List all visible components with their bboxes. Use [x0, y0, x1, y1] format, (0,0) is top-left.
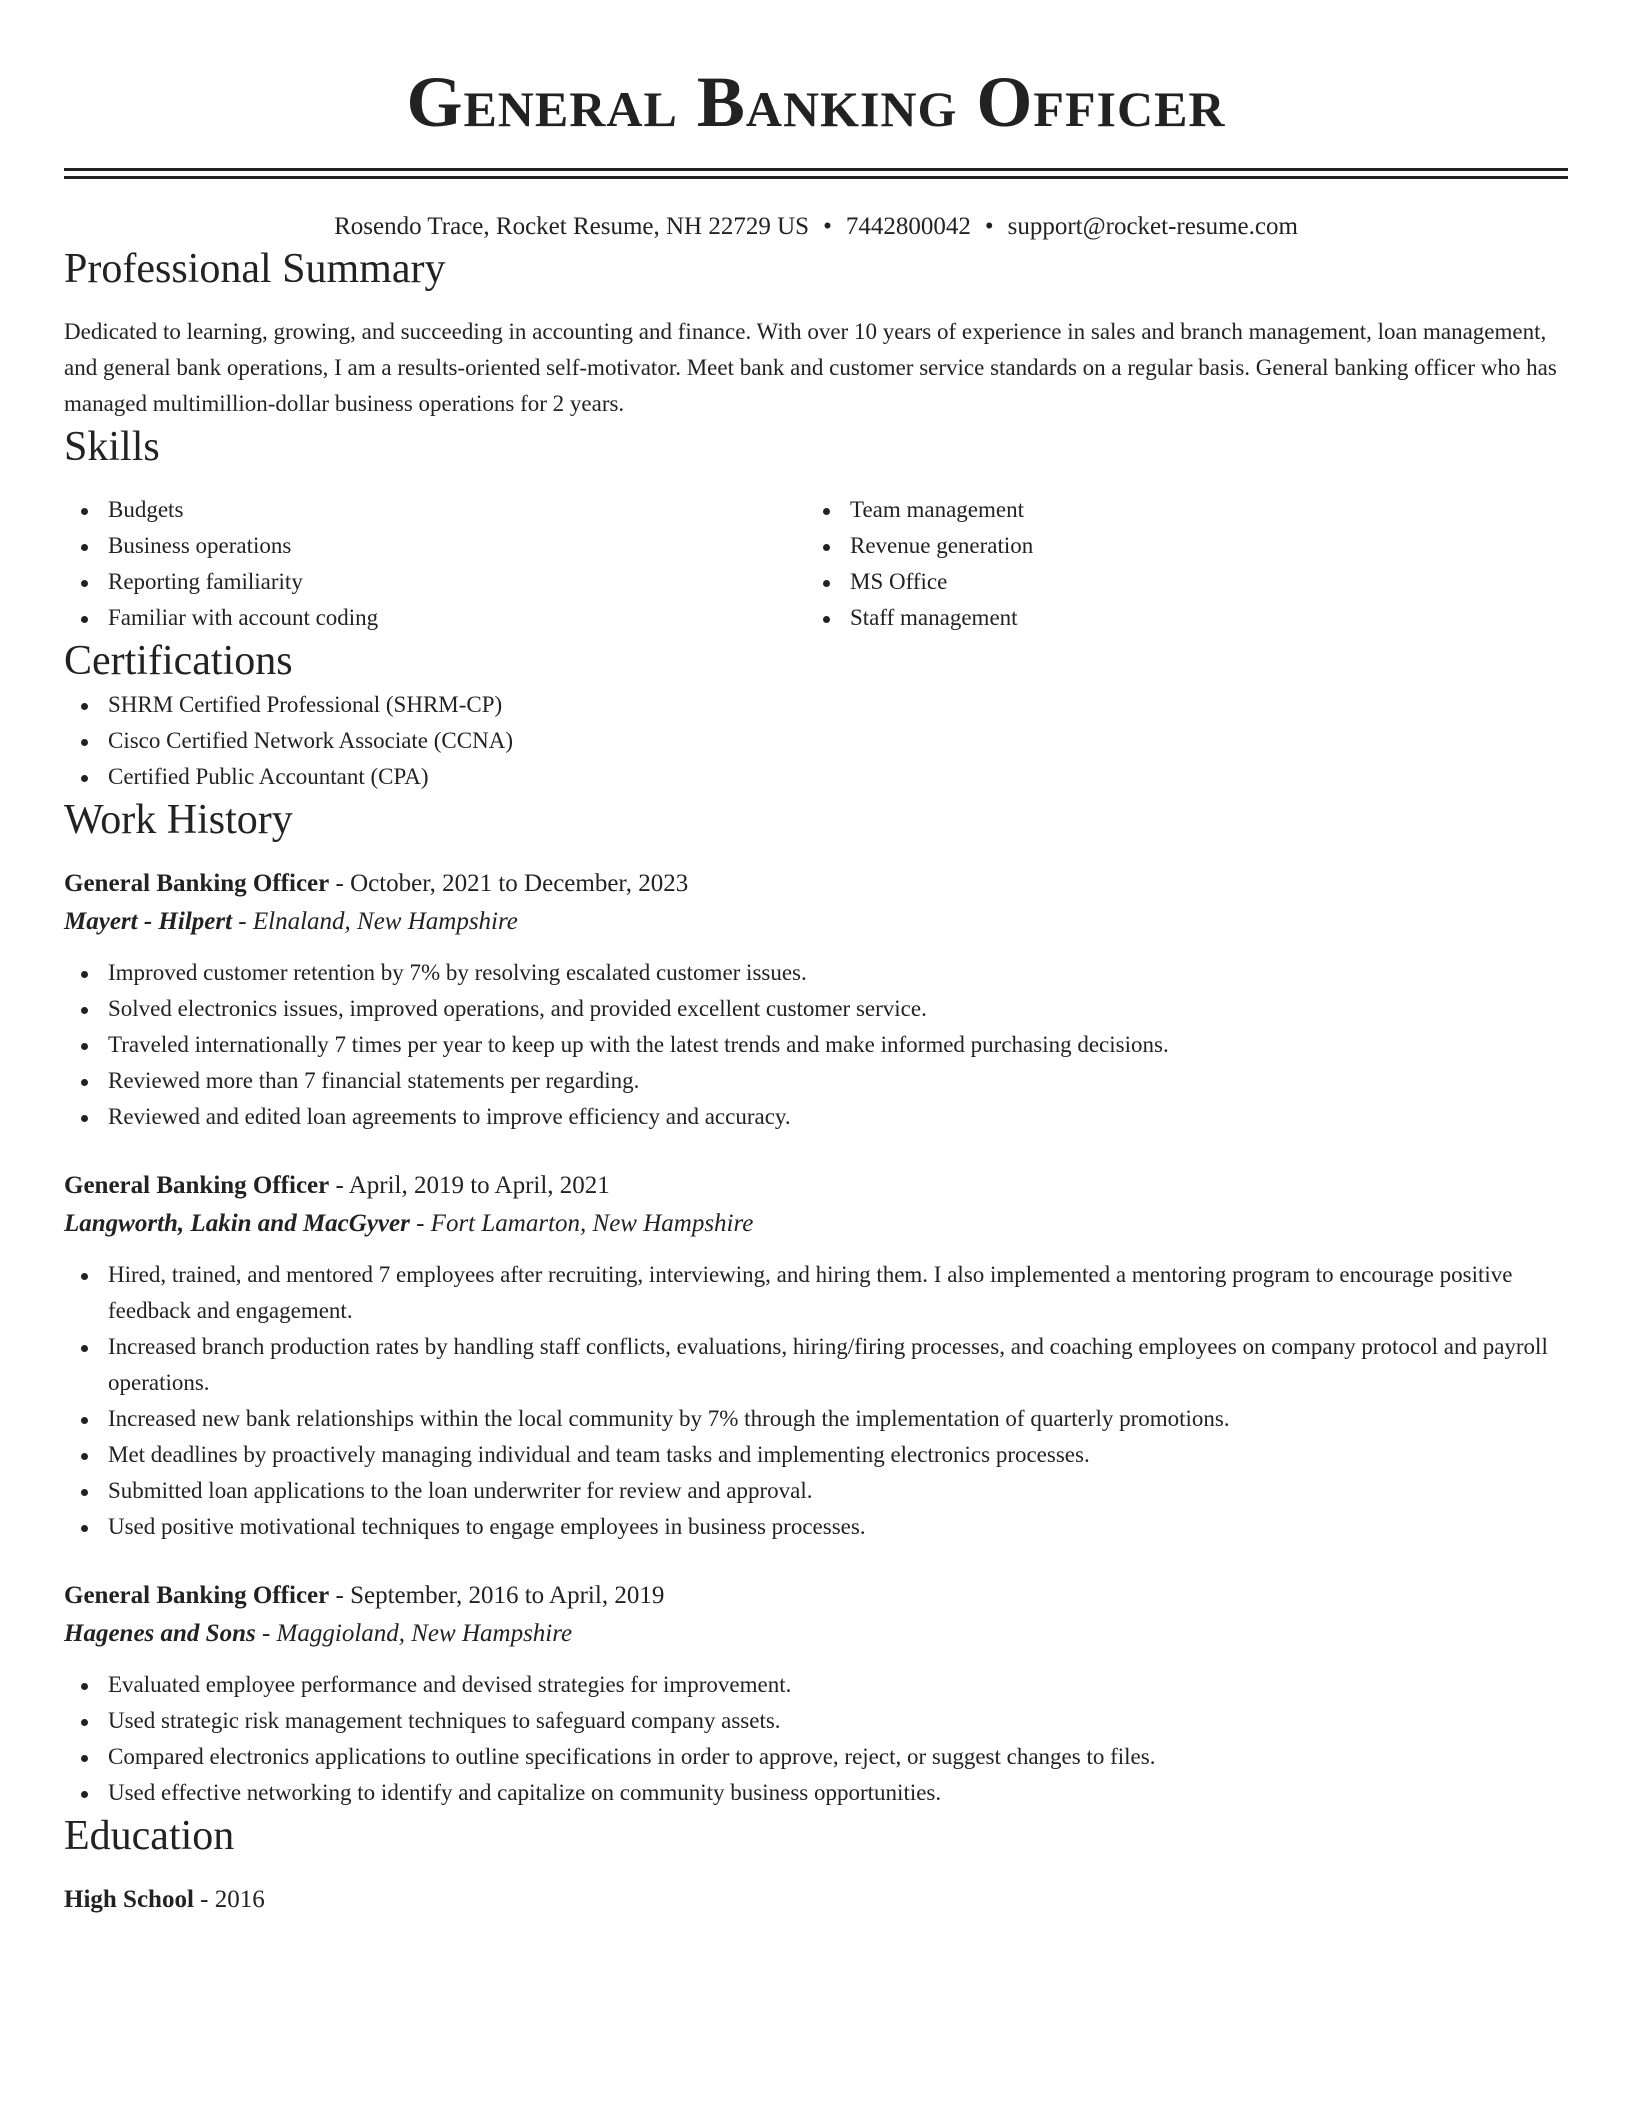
resume-title: General Banking Officer [406, 62, 1226, 142]
certifications-heading: Certifications [64, 638, 293, 685]
job-role: General Banking Officer [64, 870, 330, 898]
job-header [64, 1167, 1568, 1205]
summary-text: Dedicated to learning, growing, and succeeding in accounting and finance. With over 10 years of experience in sales and branch management, loan management, and general bank operations, I am a results-oriented self-motivator. Meet bank and customer service standards on a regular basis. General banking officer who has managed multimillion-dollar business operations for 2 years. [64, 318, 1557, 416]
skill-item: MS Office [806, 564, 1548, 600]
job-bullet: Increased new bank relationships within the local community by 7% through the implementation of quarterly promotions. [64, 1401, 1568, 1437]
job-dates: - April, 2019 to April, 2021 [329, 1172, 610, 1200]
certification-item: Cisco Certified Network Associate (CCNA) [64, 723, 1568, 759]
work-history-heading: Work History [64, 796, 293, 843]
job-bullet: Improved customer retention by 7% by resolving escalated customer issues. [64, 955, 1568, 991]
job-bullet: Used strategic risk management techniques to safeguard company assets. [64, 1703, 1568, 1739]
job-bullets [64, 955, 1568, 1135]
job-entry [64, 1577, 1568, 1811]
contact-separator: • [984, 213, 994, 240]
job-bullet: Reviewed and edited loan agreements to improve efficiency and accuracy. [64, 1099, 1568, 1135]
title-divider [64, 168, 1568, 179]
job-entry [64, 865, 1568, 1135]
contact-address: Rosendo Trace, Rocket Resume, NH 22729 US [334, 213, 810, 240]
contact-email: support@rocket-resume.com [1007, 213, 1298, 240]
job-employer [64, 1205, 1568, 1243]
education-heading: Education [64, 1813, 235, 1860]
education-year: - 2016 [193, 1886, 265, 1914]
job-bullet: Reviewed more than 7 financial statements per regarding. [64, 1063, 1568, 1099]
job-location: - Elnaland, New Hampshire [232, 908, 518, 936]
job-company: Hagenes and Sons [64, 1620, 256, 1648]
job-employer [64, 903, 1568, 941]
job-bullet: Increased branch production rates by handling staff conflicts, evaluations, hiring/firing processes, and coaching employees on company protocol and payroll operations. [64, 1329, 1568, 1401]
job-bullet: Submitted loan applications to the loan underwriter for review and approval. [64, 1473, 1568, 1509]
skill-item: Team management [806, 492, 1548, 528]
skill-item: Reporting familiarity [64, 564, 806, 600]
job-bullet: Used effective networking to identify and capitalize on community business opportunities. [64, 1775, 1568, 1811]
job-entry [64, 1167, 1568, 1545]
job-company: Langworth, Lakin and MacGyver [64, 1210, 410, 1238]
skill-item: Staff management [806, 600, 1548, 636]
contact-phone: 7442800042 [845, 213, 971, 240]
job-header [64, 865, 1568, 903]
contact-line [64, 211, 1568, 244]
skills-heading: Skills [64, 423, 160, 470]
skill-item: Familiar with account coding [64, 600, 806, 636]
job-role: General Banking Officer [64, 1582, 330, 1610]
job-location: - Fort Lamarton, New Hampshire [409, 1210, 754, 1238]
job-bullet: Hired, trained, and mentored 7 employees after recruiting, interviewing, and hiring them. I also implemented a mentoring program to encourage positive feedback and engagement. [64, 1257, 1568, 1329]
job-bullet: Compared electronics applications to outline specifications in order to approve, reject, or suggest changes to files. [64, 1739, 1568, 1775]
job-company: Mayert - Hilpert [64, 908, 233, 936]
job-bullets [64, 1257, 1568, 1545]
contact-separator: • [823, 213, 832, 240]
certification-item: Certified Public Accountant (CPA) [64, 759, 1568, 795]
summary-heading: Professional Summary [64, 245, 446, 292]
resume-page [64, 0, 1568, 1919]
education-entry [64, 1881, 1568, 1919]
job-bullet: Traveled internationally 7 times per year to keep up with the latest trends and make informed purchasing decisions. [64, 1027, 1568, 1063]
education-school: High School [64, 1886, 194, 1914]
job-bullet: Used positive motivational techniques to engage employees in business processes. [64, 1509, 1568, 1545]
certifications-list [64, 687, 1568, 795]
job-bullet: Evaluated employee performance and devised strategies for improvement. [64, 1667, 1568, 1703]
skills-list-right [806, 492, 1548, 636]
job-dates: - September, 2016 to April, 2019 [329, 1582, 665, 1610]
skill-item: Revenue generation [806, 528, 1548, 564]
skills-list-left [64, 492, 806, 636]
job-role: General Banking Officer [64, 1172, 330, 1200]
job-header [64, 1577, 1568, 1615]
skill-item: Business operations [64, 528, 806, 564]
job-bullet: Solved electronics issues, improved operations, and provided excellent customer service. [64, 991, 1568, 1027]
job-employer [64, 1615, 1568, 1653]
certification-item: SHRM Certified Professional (SHRM-CP) [64, 687, 1568, 723]
job-bullets [64, 1667, 1568, 1811]
job-bullet: Met deadlines by proactively managing individual and team tasks and implementing electronics processes. [64, 1437, 1568, 1473]
job-location: - Maggioland, New Hampshire [255, 1620, 573, 1648]
skill-item: Budgets [64, 492, 806, 528]
job-dates: - October, 2021 to December, 2023 [329, 870, 689, 898]
skills-columns [64, 492, 1568, 636]
